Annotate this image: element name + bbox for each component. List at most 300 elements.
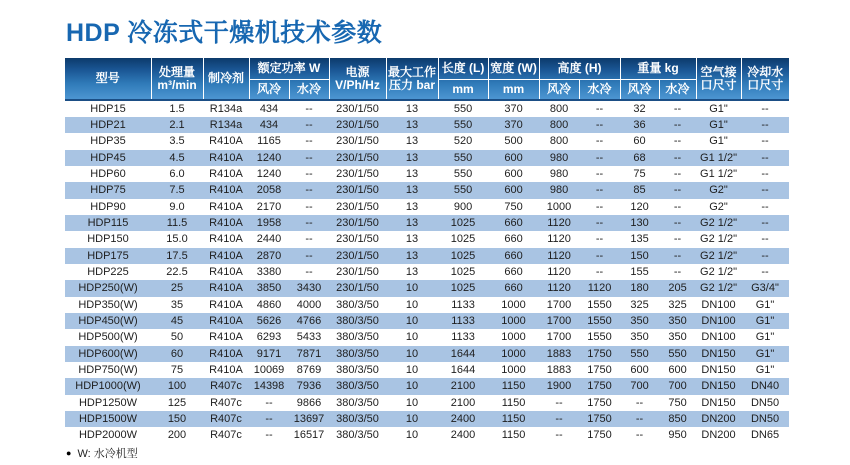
table-cell: 550 [453, 119, 473, 132]
table-cell: 75 [633, 168, 646, 181]
table-cell: 13 [405, 200, 419, 213]
table-cell: 1133 [451, 298, 475, 311]
table-cell: -- [673, 168, 682, 181]
table-row [65, 248, 789, 264]
table-cell: 2100 [450, 380, 476, 393]
table-cell: G1" [755, 331, 775, 344]
table-row [65, 427, 789, 443]
table-cell: 3380 [256, 266, 282, 279]
table-cell: 2400 [450, 429, 476, 442]
table-cell: -- [595, 119, 604, 132]
col-header-power-supply: 电源 V/Ph/Hz [329, 58, 386, 100]
table-cell: 1550 [587, 315, 612, 328]
table-cell: 350 [668, 315, 687, 328]
table-cell: 22.5 [166, 266, 188, 279]
table-cell: DN100 [701, 331, 736, 344]
table-cell: 13 [405, 217, 419, 230]
table-cell: 10 [405, 315, 419, 328]
table-cell: -- [595, 249, 604, 262]
table-cell: 1240 [256, 151, 282, 164]
table-cell: 5626 [256, 315, 282, 328]
table-cell: 7936 [296, 380, 322, 393]
table-cell: 1025 [450, 249, 476, 262]
table-cell: 13 [405, 233, 419, 246]
table-row [65, 297, 789, 313]
table-cell: -- [761, 233, 769, 246]
col-header-refrigerant: 制冷剂 [203, 58, 249, 100]
table-cell: -- [635, 413, 644, 426]
table-cell: -- [761, 151, 769, 164]
table-cell: 230/1/50 [336, 119, 379, 132]
table-cell: 13697 [293, 413, 325, 426]
table-cell: 1883 [546, 347, 572, 360]
col-header-length: 长度 (L) [438, 58, 488, 79]
table-row [65, 100, 789, 117]
footnote [66, 445, 138, 461]
footnote-text: W: 水冷机型 [77, 448, 138, 460]
table-cell: DN65 [750, 429, 780, 442]
table-cell: -- [673, 135, 682, 148]
table-cell: 230/1/50 [336, 168, 379, 181]
table-row [65, 231, 789, 247]
table-cell: HDP1500W [78, 413, 138, 426]
table-cell: G2 1/2" [700, 282, 737, 295]
table-cell: G1" [709, 103, 728, 115]
table-cell: 1750 [587, 380, 612, 393]
table-cell: -- [555, 396, 563, 409]
table-cell: -- [761, 135, 769, 148]
table-cell: 800 [549, 135, 569, 148]
table-cell: 150 [630, 249, 649, 262]
table-cell: 700 [668, 380, 687, 393]
table-cell: 230/1/50 [336, 184, 379, 197]
table-cell: G1" [755, 347, 775, 360]
table-cell: 1883 [546, 364, 572, 377]
table-cell: DN150 [701, 396, 736, 409]
table-cell: 1000 [501, 331, 526, 344]
table-cell: 2400 [450, 413, 476, 426]
table-cell: 13 [405, 135, 419, 148]
table-cell: 32 [633, 103, 646, 115]
subheader-length-mm: mm [438, 79, 488, 100]
table-cell: HDP1000(W) [75, 380, 141, 393]
table-cell: 520 [453, 135, 473, 148]
table-cell: -- [305, 151, 313, 164]
table-cell: 380/3/50 [336, 315, 379, 328]
table-cell: 45 [170, 315, 184, 328]
table-cell: 380/3/50 [336, 380, 379, 393]
table-cell: G2 1/2" [700, 249, 737, 262]
table-cell: 550 [453, 168, 473, 181]
table-cell: 600 [630, 364, 649, 377]
col-header-capacity: 处理量 m³/min [151, 58, 203, 100]
table-cell: 370 [504, 119, 523, 132]
table-cell: R410A [209, 315, 243, 328]
table-cell: HDP350(W) [78, 298, 138, 311]
table-cell: 230/1/50 [336, 200, 379, 213]
table-cell: G2 1/2" [700, 233, 737, 246]
table-cell: 1120 [547, 217, 571, 230]
table-cell: 180 [630, 282, 649, 295]
table-body [65, 100, 789, 444]
table-cell: 1133 [451, 315, 475, 328]
table-cell: 230/1/50 [336, 135, 379, 148]
table-cell: 1958 [256, 217, 282, 230]
table-cell: 130 [630, 217, 649, 230]
table-cell: R410A [209, 282, 243, 295]
table-cell: 10 [405, 364, 419, 377]
table-cell: 1550 [587, 331, 612, 344]
table-cell: G1" [709, 119, 728, 132]
table-cell: 68 [633, 151, 646, 164]
table-cell: 9.0 [169, 200, 185, 213]
table-cell: DN50 [750, 396, 780, 409]
table-cell: HDP45 [90, 151, 126, 164]
table-cell: 980 [549, 151, 569, 164]
table-cell: 1700 [546, 331, 572, 344]
table-cell: HDP150 [87, 233, 129, 246]
table-cell: HDP21 [90, 119, 126, 132]
table-cell: -- [761, 119, 769, 132]
table-cell: R410A [209, 266, 243, 279]
table-cell: 85 [633, 184, 646, 197]
table-cell: G3/4" [751, 282, 779, 295]
table-cell: HDP15 [90, 103, 126, 115]
table-cell: DN50 [750, 413, 780, 426]
table-cell: G2" [709, 200, 728, 213]
table-cell: 10 [405, 380, 419, 393]
table-cell: -- [673, 103, 682, 115]
table-cell: 6.0 [169, 168, 185, 181]
subheader-weight-air: 风冷 [620, 79, 659, 100]
table-cell: HDP225 [87, 266, 129, 279]
table-cell: -- [595, 200, 604, 213]
table-cell: HDP115 [87, 217, 129, 230]
table-cell: -- [305, 217, 313, 230]
table-cell: 600 [504, 168, 523, 181]
col-header-weight: 重量 kg [620, 58, 696, 79]
table-cell: 230/1/50 [336, 233, 379, 246]
table-cell: R410A [209, 200, 243, 213]
table-cell: -- [265, 413, 273, 426]
subheader-power-water: 水冷 [289, 79, 329, 100]
table-cell: 10 [405, 413, 419, 426]
table-cell: G1" [755, 364, 775, 377]
table-cell: 1025 [450, 266, 476, 279]
header-row-groups [65, 58, 789, 79]
table-cell: 10 [405, 331, 419, 344]
table-cell: 2870 [256, 249, 282, 262]
table-cell: 230/1/50 [336, 151, 379, 164]
table-cell: -- [761, 249, 769, 262]
table-cell: -- [673, 233, 682, 246]
table-row [65, 182, 789, 198]
table-cell: 125 [167, 396, 187, 409]
table-cell: R410A [209, 168, 243, 181]
table-cell: 16517 [293, 429, 325, 442]
spec-table-wrap [65, 58, 789, 444]
table-cell: 950 [668, 429, 687, 442]
table-cell: 500 [504, 135, 523, 148]
table-cell: 5433 [296, 331, 322, 344]
table-cell: 6293 [256, 331, 282, 344]
table-cell: 1120 [547, 233, 571, 246]
table-cell: 1000 [501, 364, 526, 377]
table-cell: 13 [405, 151, 419, 164]
table-cell: 1644 [450, 347, 476, 360]
table-cell: 350 [630, 331, 649, 344]
table-cell: 980 [549, 168, 569, 181]
table-cell: -- [673, 151, 682, 164]
table-cell: 1150 [501, 413, 526, 426]
table-cell: DN150 [701, 347, 736, 360]
table-cell: 1025 [450, 282, 476, 295]
table-cell: 750 [504, 200, 523, 213]
table-cell: 1000 [546, 200, 572, 213]
table-cell: R410A [209, 364, 243, 377]
table-cell: 1025 [450, 233, 476, 246]
table-cell: 230/1/50 [336, 266, 379, 279]
table-cell: -- [305, 249, 313, 262]
table-row [65, 362, 789, 378]
bullet-icon: ● [66, 447, 72, 458]
col-header-air-port: 空气接 口尺寸 [696, 58, 741, 100]
table-cell: HDP60 [90, 168, 126, 181]
table-cell: -- [761, 168, 769, 181]
table-cell: 1644 [450, 364, 476, 377]
table-cell: 850 [668, 413, 687, 426]
table-cell: -- [673, 249, 682, 262]
table-cell: R410A [209, 217, 243, 230]
table-cell: HDP250(W) [78, 282, 138, 295]
table-cell: -- [673, 266, 682, 279]
table-cell: 380/3/50 [336, 331, 379, 344]
table-cell: 660 [504, 233, 523, 246]
table-row [65, 395, 789, 411]
table-cell: 10069 [253, 364, 285, 377]
table-cell: 4000 [296, 298, 322, 311]
table-cell: 980 [549, 184, 569, 197]
table-row [65, 346, 789, 362]
table-cell: 380/3/50 [336, 298, 379, 311]
table-cell: R410A [209, 331, 243, 344]
table-cell: 1133 [451, 331, 475, 344]
table-cell: 1165 [257, 135, 281, 148]
table-cell: 50 [170, 331, 184, 344]
table-cell: HDP2000W [78, 429, 138, 442]
table-cell: -- [305, 168, 313, 181]
table-cell: 230/1/50 [336, 217, 379, 230]
table-cell: 75 [170, 364, 184, 377]
table-cell: 1000 [501, 347, 526, 360]
table-cell: 1750 [587, 396, 612, 409]
table-cell: 13 [405, 249, 419, 262]
table-cell: -- [305, 103, 313, 115]
col-header-water-port: 冷却水 口尺寸 [741, 58, 789, 100]
table-cell: 4.5 [169, 151, 185, 164]
table-row [65, 117, 789, 133]
table-cell: 1700 [546, 298, 572, 311]
table-cell: 60 [633, 135, 646, 148]
table-cell: 1750 [587, 347, 612, 360]
table-cell: DN150 [701, 364, 736, 377]
table-row [65, 264, 789, 280]
table-cell: 600 [668, 364, 687, 377]
table-cell: 380/3/50 [336, 413, 379, 426]
table-row [65, 378, 789, 394]
table-cell: 10 [405, 282, 419, 295]
table-cell: 10 [405, 396, 419, 409]
table-cell: R134a [209, 119, 243, 132]
col-header-width: 宽度 (W) [488, 58, 539, 79]
table-cell: 13 [405, 103, 419, 115]
table-cell: -- [635, 429, 644, 442]
table-cell: 350 [630, 315, 649, 328]
table-cell: -- [555, 413, 563, 426]
table-cell: 550 [453, 103, 473, 115]
table-cell: 550 [453, 184, 473, 197]
table-cell: 200 [167, 429, 187, 442]
table-cell: 660 [504, 266, 523, 279]
col-header-max-pressure: 最大工作 压力 bar [386, 58, 438, 100]
table-cell: R407c [210, 380, 242, 393]
table-cell: 1120 [547, 266, 571, 279]
table-cell: G1 1/2" [700, 168, 737, 181]
table-cell: 205 [668, 282, 687, 295]
table-cell: 100 [167, 380, 187, 393]
table-cell: -- [595, 266, 604, 279]
subheader-height-water: 水冷 [579, 79, 620, 100]
table-cell: 10 [405, 347, 419, 360]
table-cell: R134a [209, 103, 243, 115]
table-cell: -- [305, 266, 313, 279]
table-cell: 550 [668, 347, 687, 360]
table-cell: 380/3/50 [336, 396, 379, 409]
table-cell: -- [305, 233, 313, 246]
table-cell: 550 [453, 151, 473, 164]
table-cell: 380/3/50 [336, 347, 379, 360]
table-cell: 14398 [253, 380, 285, 393]
table-cell: -- [595, 233, 604, 246]
table-cell: 13 [405, 168, 419, 181]
table-cell: G2 1/2" [700, 266, 737, 279]
table-cell: 17.5 [166, 249, 188, 262]
table-cell: 1150 [501, 396, 526, 409]
table-cell: 325 [630, 298, 649, 311]
table-cell: -- [673, 200, 682, 213]
table-cell: HDP75 [90, 184, 126, 197]
table-cell: -- [555, 429, 563, 442]
table-row [65, 150, 789, 166]
table-cell: 600 [504, 151, 523, 164]
subheader-width-mm: mm [488, 79, 539, 100]
table-cell: 750 [668, 396, 687, 409]
table-cell: 10 [405, 298, 419, 311]
table-cell: 15.0 [166, 233, 188, 246]
table-cell: 370 [504, 103, 523, 115]
table-cell: 155 [630, 266, 649, 279]
table-cell: 7.5 [169, 184, 185, 197]
table-cell: 35 [170, 298, 184, 311]
table-cell: R410A [209, 249, 243, 262]
table-cell: HDP600(W) [78, 347, 138, 360]
table-cell: DN200 [701, 413, 736, 426]
table-cell: -- [595, 103, 604, 115]
table-cell: 700 [630, 380, 649, 393]
table-cell: 1150 [501, 380, 526, 393]
table-cell: HDP450(W) [78, 315, 138, 328]
table-cell: 4766 [296, 315, 322, 328]
table-cell: -- [265, 429, 273, 442]
subheader-power-air: 风冷 [249, 79, 289, 100]
table-cell: 660 [504, 217, 523, 230]
table-cell: 380/3/50 [336, 429, 379, 442]
table-cell: -- [635, 396, 644, 409]
table-cell: DN150 [701, 380, 736, 393]
table-cell: HDP1250W [78, 396, 138, 409]
table-row [65, 329, 789, 345]
table-cell: 1150 [501, 429, 526, 442]
table-cell: 1900 [546, 380, 572, 393]
table-cell: -- [595, 184, 604, 197]
table-cell: 13 [405, 184, 419, 197]
table-cell: -- [305, 119, 313, 132]
table-cell: 230/1/50 [336, 103, 379, 115]
table-cell: 1120 [547, 282, 571, 295]
table-cell: 1750 [587, 413, 612, 426]
table-cell: 1120 [547, 249, 571, 262]
table-cell: 900 [453, 200, 473, 213]
table-cell: R407c [210, 396, 242, 409]
table-cell: -- [265, 396, 273, 409]
table-cell: 325 [668, 298, 687, 311]
table-cell: -- [673, 217, 682, 230]
table-cell: 1750 [587, 364, 612, 377]
table-cell: 800 [549, 103, 569, 115]
table-row [65, 133, 789, 149]
table-cell: 1000 [501, 298, 526, 311]
subheader-height-air: 风冷 [539, 79, 579, 100]
table-cell: 350 [668, 331, 687, 344]
table-cell: R410A [209, 347, 243, 360]
table-cell: 380/3/50 [336, 364, 379, 377]
table-cell: 9171 [256, 347, 282, 360]
table-cell: 8769 [296, 364, 322, 377]
table-cell: 1120 [587, 282, 612, 295]
spec-table [65, 58, 789, 444]
table-cell: -- [305, 200, 313, 213]
table-header [65, 58, 789, 100]
table-cell: 2440 [256, 233, 282, 246]
table-cell: G1 1/2" [700, 151, 737, 164]
table-cell: 25 [170, 282, 184, 295]
table-cell: 600 [504, 184, 523, 197]
table-cell: 1700 [546, 315, 572, 328]
table-cell: DN100 [701, 315, 736, 328]
table-cell: -- [761, 266, 769, 279]
table-cell: 1550 [587, 298, 612, 311]
table-cell: 434 [259, 103, 279, 115]
table-cell: 3.5 [169, 135, 185, 148]
table-cell: R410A [209, 184, 243, 197]
table-cell: 230/1/50 [336, 282, 379, 295]
subheader-weight-water: 水冷 [659, 79, 696, 100]
table-row [65, 166, 789, 182]
table-cell: 230/1/50 [336, 249, 379, 262]
table-cell: -- [595, 135, 604, 148]
table-row [65, 280, 789, 296]
table-cell: 150 [167, 413, 187, 426]
